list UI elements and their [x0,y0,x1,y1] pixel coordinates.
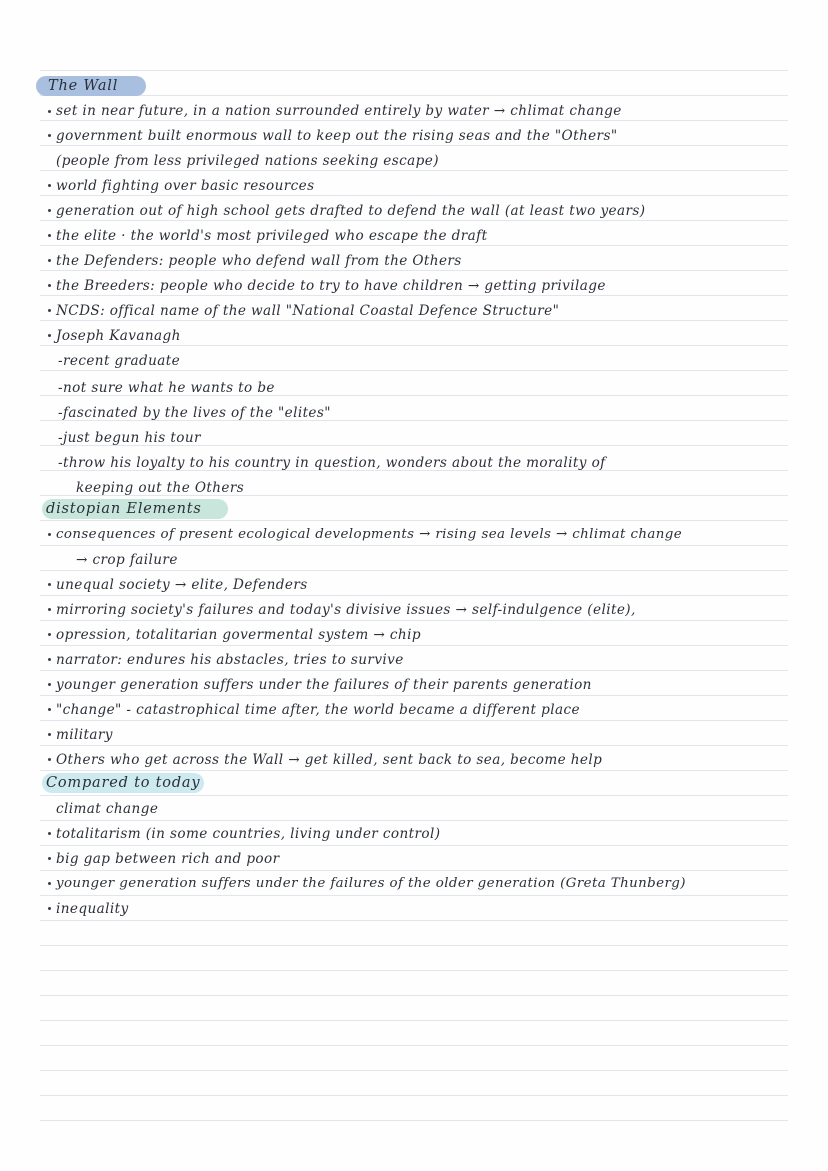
list-item: keeping out the Others [76,480,245,496]
page-title: The Wall [48,78,119,94]
section-heading-dystopian: distopian Elements [46,501,202,517]
list-item: narrator: endures his abstacles, tries to survive [56,652,404,668]
list-item: consequences of present ecological developments → rising sea levels → chlimat change [56,527,683,542]
list-item: -just begun his tour [58,430,201,446]
list-item: NCDS: offical name of the wall "National Coastal Defence Structure" [56,303,560,319]
list-item: totalitarism (in some countries, living under control) [56,826,441,842]
list-item: Others who get across the Wall → get killed, sent back to sea, become help [56,752,603,768]
list-item: younger generation suffers under the failures of the older generation (Greta Thunberg) [56,876,686,891]
list-item: younger generation suffers under the failures of their parents generation [56,677,592,693]
list-item: "change" - catastrophical time after, the world became a different place [56,702,580,718]
list-item: the Breeders: people who decide to try to have children → getting privilage [56,278,606,294]
list-item: climat change [56,801,159,817]
list-item: mirroring society's failures and today's divisive issues → self-indulgence (elite), [56,602,636,618]
list-item: opression, totalitarian govermental system → chip [56,627,421,643]
list-item: -fascinated by the lives of the "elites" [58,405,331,421]
list-item: inequality [56,901,129,917]
list-item: government built enormous wall to keep out the rising seas and the "Others" [56,128,618,144]
list-item: Joseph Kavanagh [56,328,181,344]
list-item: the elite · the world's most privileged who escape the draft [56,228,488,244]
list-item: -recent graduate [58,353,181,369]
list-item: -not sure what he wants to be [58,380,275,396]
list-item: big gap between rich and poor [56,851,280,867]
list-item: unequal society → elite, Defenders [56,577,308,593]
list-item: military [56,727,113,743]
list-item: set in near future, in a nation surrounded entirely by water → chlimat change [56,103,622,119]
list-item: world fighting over basic resources [56,178,315,194]
list-item: -throw his loyalty to his country in question, wonders about the morality of [58,455,606,471]
list-item: (people from less privileged nations seeking escape) [56,153,439,169]
list-item: generation out of high school gets drafted to defend the wall (at least two years) [56,203,646,219]
list-item: the Defenders: people who defend wall from the Others [56,253,462,269]
list-item: → crop failure [76,552,178,568]
section-heading-compared: Compared to today [46,775,201,791]
